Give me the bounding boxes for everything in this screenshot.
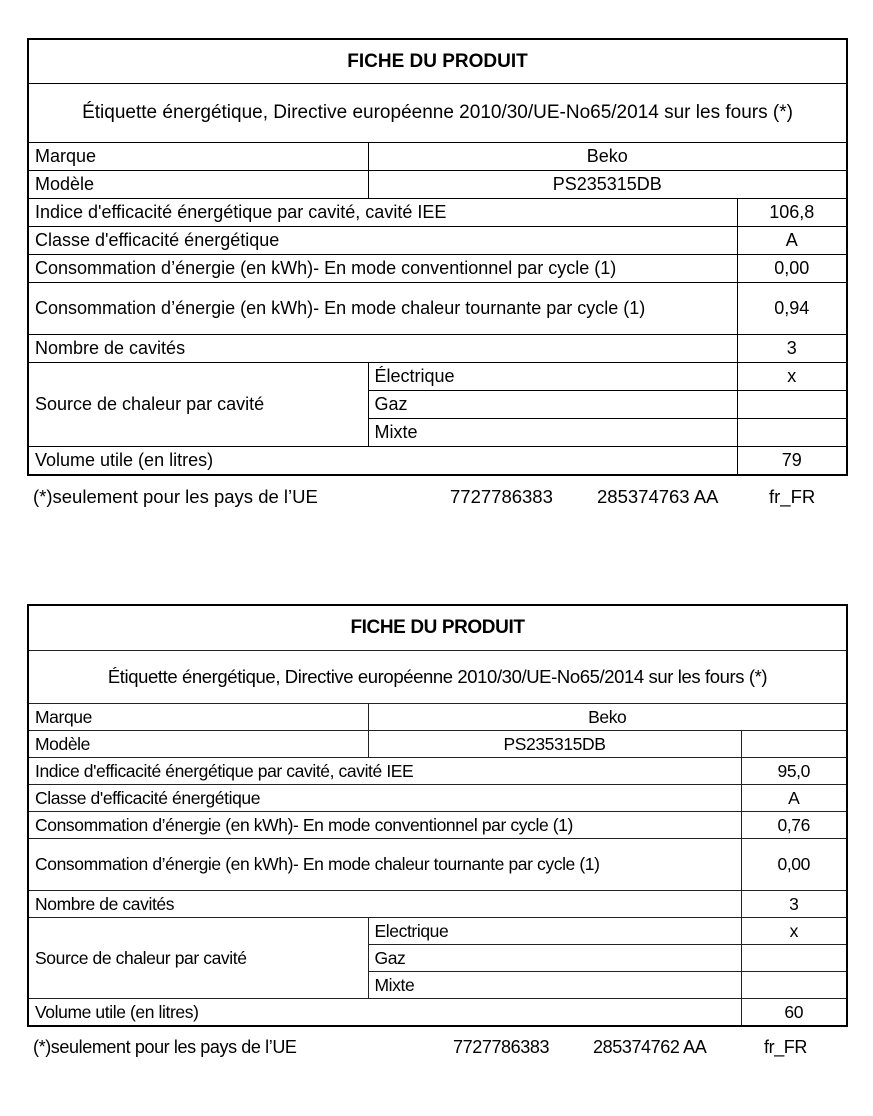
iee-label: Indice d'efficacité énergétique par cavité, cavité IEE	[28, 199, 737, 227]
heat-gas-label: Gaz	[368, 391, 737, 419]
energy-class-label: Classe d'efficacité énergétique	[28, 227, 737, 255]
conventional-consumption-value: 0,00	[737, 255, 847, 283]
volume-value: 79	[737, 447, 847, 475]
fan-consumption-label: Consommation d’énergie (en kWh)- En mode chaleur tournante par cycle (1)	[28, 839, 741, 891]
energy-class-label: Classe d'efficacité énergétique	[28, 785, 741, 812]
footer-code: 7727786383	[453, 1036, 550, 1057]
energy-class-value: A	[737, 227, 847, 255]
sheet-subtitle: Étiquette énergétique, Directive européenne 2010/30/UE-No65/2014 sur les fours (*)	[28, 84, 847, 143]
iee-value: 95,0	[741, 758, 847, 785]
footer-locale: fr_FR	[769, 485, 816, 507]
sheet-footer	[27, 1031, 846, 1061]
conventional-consumption-label: Consommation d’énergie (en kWh)- En mode conventionnel par cycle (1)	[28, 812, 741, 839]
conventional-consumption-label: Consommation d’énergie (en kWh)- En mode conventionnel par cycle (1)	[28, 255, 737, 283]
footer-reference: 285374763 AA	[597, 485, 719, 507]
fan-consumption-label: Consommation d’énergie (en kWh)- En mode chaleur tournante par cycle (1)	[28, 283, 737, 335]
model-label: Modèle	[28, 731, 368, 758]
brand-label: Marque	[28, 704, 368, 731]
brand-value: Beko	[368, 704, 847, 731]
sheet-subtitle: Étiquette énergétique, Directive européenne 2010/30/UE-No65/2014 sur les fours (*)	[28, 651, 847, 704]
heat-gas-value	[741, 945, 847, 972]
cavities-label: Nombre de cavités	[28, 335, 737, 363]
product-sheet-2	[27, 604, 846, 1061]
heat-electric-value: x	[737, 363, 847, 391]
heat-mixed-value	[741, 972, 847, 999]
volume-label: Volume utile (en litres)	[28, 999, 741, 1026]
footer-note: (*)seulement pour les pays de l’UE	[33, 485, 318, 507]
fan-consumption-value: 0,00	[741, 839, 847, 891]
model-label: Modèle	[28, 171, 368, 199]
heat-gas-label: Gaz	[368, 945, 741, 972]
footer-reference: 285374762 AA	[593, 1036, 707, 1057]
brand-label: Marque	[28, 143, 368, 171]
cavities-value: 3	[741, 891, 847, 918]
model-value: PS235315DB	[368, 171, 847, 199]
model-empty-cell	[741, 731, 847, 758]
brand-value: Beko	[368, 143, 847, 171]
energy-class-value: A	[741, 785, 847, 812]
footer-code: 7727786383	[450, 485, 553, 507]
sheet-title: FICHE DU PRODUIT	[28, 605, 847, 651]
heat-mixed-label: Mixte	[368, 972, 741, 999]
sheet-footer	[27, 480, 846, 510]
volume-value: 60	[741, 999, 847, 1026]
conventional-consumption-value: 0,76	[741, 812, 847, 839]
product-fiche-table	[27, 38, 848, 476]
iee-label: Indice d'efficacité énergétique par cavité, cavité IEE	[28, 758, 741, 785]
heat-source-label: Source de chaleur par cavité	[28, 918, 368, 999]
cavities-label: Nombre de cavités	[28, 891, 741, 918]
heat-mixed-label: Mixte	[368, 419, 737, 447]
heat-mixed-value	[737, 419, 847, 447]
cavities-value: 3	[737, 335, 847, 363]
heat-source-label: Source de chaleur par cavité	[28, 363, 368, 447]
footer-note: (*)seulement pour les pays de l’UE	[33, 1036, 297, 1057]
heat-electric-value: x	[741, 918, 847, 945]
heat-gas-value	[737, 391, 847, 419]
fan-consumption-value: 0,94	[737, 283, 847, 335]
product-fiche-table	[27, 604, 848, 1027]
footer-locale: fr_FR	[764, 1036, 808, 1057]
model-value: PS235315DB	[368, 731, 741, 758]
heat-electric-label: Électrique	[368, 363, 737, 391]
heat-electric-label: Electrique	[368, 918, 741, 945]
product-sheet-1	[27, 38, 846, 510]
sheet-title: FICHE DU PRODUIT	[28, 39, 847, 84]
iee-value: 106,8	[737, 199, 847, 227]
volume-label: Volume utile (en litres)	[28, 447, 737, 475]
